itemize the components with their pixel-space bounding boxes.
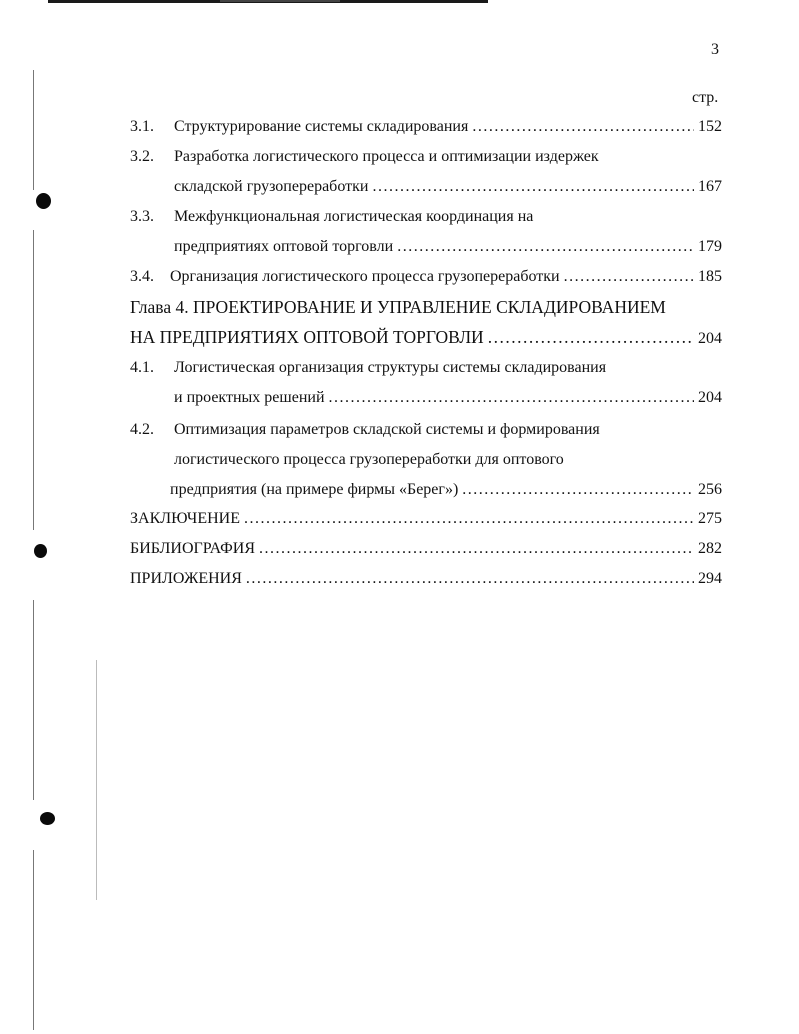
toc-entry-page: 294 <box>698 570 722 587</box>
toc-entry-title: НА ПРЕДПРИЯТИЯХ ОПТОВОЙ ТОРГОВЛИ <box>130 327 484 347</box>
scan-edge-line <box>96 660 97 900</box>
toc-leader-dots <box>372 175 694 199</box>
page-column-label: стр. <box>692 89 719 106</box>
toc-leader-dots <box>462 478 694 502</box>
toc-entry-page: 282 <box>698 540 722 557</box>
toc-entry-title: Разработка логистического процесса и оптимизации издержек <box>174 148 599 165</box>
toc-entry-title: Организация логистического процесса грузопереработки <box>170 268 560 285</box>
toc-entry-3-3-cont <box>174 235 722 259</box>
toc-entry-title: ПРИЛОЖЕНИЯ <box>130 570 242 587</box>
toc-entry-number: 3.2. <box>130 148 154 165</box>
toc-entry-4-2 <box>130 418 600 442</box>
toc-entry-4-2-cont <box>170 478 722 502</box>
toc-entry-title: Структурирование системы складирования <box>174 118 469 135</box>
punch-hole-mark <box>34 544 47 558</box>
toc-entry-4-1-cont <box>174 386 722 410</box>
toc-entry-number: 4.2. <box>130 421 154 438</box>
toc-entry-title: Межфункциональная логистическая координация на <box>174 208 534 225</box>
scan-edge-line <box>33 600 34 800</box>
scan-edge-line <box>33 230 34 530</box>
toc-entry-3-2 <box>130 145 599 169</box>
toc-entry-3-3 <box>130 205 533 229</box>
toc-leader-dots <box>259 537 694 561</box>
toc-entry-number: 3.1. <box>130 118 154 135</box>
toc-entry-appendices <box>130 567 722 591</box>
toc-chapter-4: Глава 4. ПРОЕКТИРОВАНИЕ И УПРАВЛЕНИЕ СКЛАДИРОВАНИЕМ <box>130 297 666 317</box>
toc-entry-page: 167 <box>698 178 722 195</box>
toc-entry-page: 256 <box>698 481 722 498</box>
toc-entry-3-4 <box>130 265 722 289</box>
toc-entry-title: ЗАКЛЮЧЕНИЕ <box>130 510 240 527</box>
toc-leader-dots <box>246 567 694 591</box>
toc-entry-page: 179 <box>698 238 722 255</box>
page-number: 3 <box>711 41 719 58</box>
scan-edge-line <box>33 850 34 1030</box>
toc-entry-title: предприятия (на примере фирмы «Берег») <box>170 481 459 498</box>
toc-leader-dots <box>397 235 694 259</box>
toc-entry-3-1 <box>130 115 722 139</box>
toc-leader-dots <box>244 507 694 531</box>
toc-leader-dots <box>329 386 695 410</box>
toc-entry-page: 185 <box>698 268 722 285</box>
scan-edge-line <box>33 70 34 190</box>
toc-entry-4-2-line2: логистического процесса грузопереработки для оптового <box>174 451 564 468</box>
toc-entry-bibliography <box>130 537 722 561</box>
punch-hole-mark <box>40 812 55 825</box>
toc-chapter-4-cont <box>130 325 722 349</box>
toc-entry-title: Оптимизация параметров складской системы и формирования <box>174 421 600 438</box>
toc-leader-dots <box>488 325 694 349</box>
toc-entry-number: 3.4. <box>130 268 154 285</box>
toc-entry-title: Логистическая организация структуры системы складирования <box>174 359 607 376</box>
toc-entry-title: складской грузопереработки <box>174 178 369 195</box>
toc-entry-number: 4.1. <box>130 359 154 376</box>
punch-hole-mark <box>36 193 51 209</box>
toc-entry-page: 152 <box>698 118 722 135</box>
toc-entry-title: БИБЛИОГРАФИЯ <box>130 540 256 557</box>
toc-entry-title: предприятиях оптовой торговли <box>174 238 394 255</box>
toc-entry-conclusion <box>130 507 722 531</box>
toc-leader-dots <box>472 115 694 139</box>
toc-leader-dots <box>564 265 694 289</box>
toc-entry-number: 3.3. <box>130 208 154 225</box>
toc-entry-3-2-cont <box>174 175 722 199</box>
toc-entry-page: 204 <box>698 389 722 406</box>
scan-edge-mark <box>220 0 340 2</box>
toc-entry-4-1 <box>130 356 606 380</box>
toc-entry-title: и проектных решений <box>174 389 325 406</box>
toc-entry-page: 204 <box>698 330 722 347</box>
toc-entry-page: 275 <box>698 510 722 527</box>
